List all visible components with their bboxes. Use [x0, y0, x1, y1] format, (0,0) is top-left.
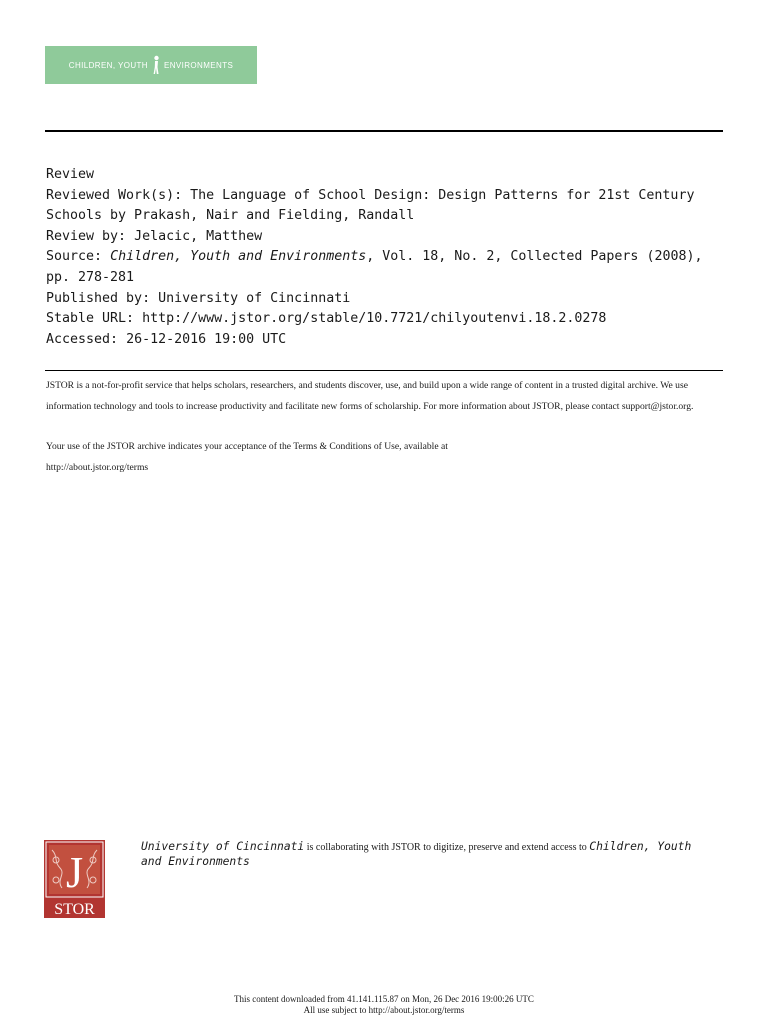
source-journal: Children, Youth and Environments	[110, 249, 367, 265]
top-divider	[45, 130, 723, 132]
collaboration-statement	[141, 840, 701, 870]
stable-url-link[interactable]: http://www.jstor.org/stable/10.7721/chilyoutenvi.18.2.0278	[142, 311, 607, 327]
citation-block	[46, 165, 726, 350]
jstor-logo-wordmark: STOR	[54, 901, 95, 918]
jstor-logo	[44, 840, 105, 918]
logo-text-left: CHILDREN, YOUTH	[68, 60, 148, 70]
citation-reviewed-work: Reviewed Work(s): The Language of School Design: Design Patterns for 21st Century Schools by Prakash, Nair and Fielding, Randall	[46, 187, 695, 224]
download-footer	[0, 994, 768, 1016]
collab-journal: Children, Youth and Environments	[141, 840, 692, 868]
journal-logo	[45, 46, 257, 84]
terms-paragraph-about: JSTOR is a not-for-profit service that helps scholars, researchers, and students discover, use, and build upon a wide range of content in a trusted digital archive. We use information technology and tools to increase productivity and facilitate new forms of scholarship. For more information about JSTOR, please contact support@jstor.org.	[46, 380, 694, 412]
citation-publisher: Published by: University of Cincinnati	[46, 290, 351, 306]
jstor-terms	[46, 375, 726, 497]
citation-accessed: Accessed: 26-12-2016 19:00 UTC	[46, 331, 287, 347]
collab-middle: is collaborating with JSTOR to digitize, preserve and extend access to	[304, 842, 590, 853]
citation-source: Source: Children, Youth and Environments, Vol. 18, No. 2, Collected Papers (2008), pp. 278-281	[46, 249, 703, 285]
terms-paragraph-use: Your use of the JSTOR archive indicates your acceptance of the Terms & Conditions of Use, available at http://about.jstor.org/terms	[46, 441, 448, 473]
middle-divider	[45, 370, 723, 371]
logo-text-right: ENVIRONMENTS	[163, 60, 234, 70]
citation-stable-url: Stable URL: http://www.jstor.org/stable/10.7721/chilyoutenvi.18.2.0278	[46, 311, 607, 327]
citation-review-by: Review by: Jelacic, Matthew	[46, 228, 263, 244]
child-figure-icon	[152, 55, 160, 75]
collab-publisher: University of Cincinnati	[141, 840, 305, 853]
terms-link[interactable]: http://about.jstor.org/terms	[46, 462, 149, 473]
citation-type: Review	[46, 167, 95, 182]
footer-terms-line: All use subject to http://about.jstor.org/terms	[303, 1005, 465, 1015]
footer-download-line: This content downloaded from 41.141.115.87 on Mon, 26 Dec 2016 19:00:26 UTC	[234, 994, 534, 1004]
jstor-logo-letter: J	[65, 848, 84, 897]
